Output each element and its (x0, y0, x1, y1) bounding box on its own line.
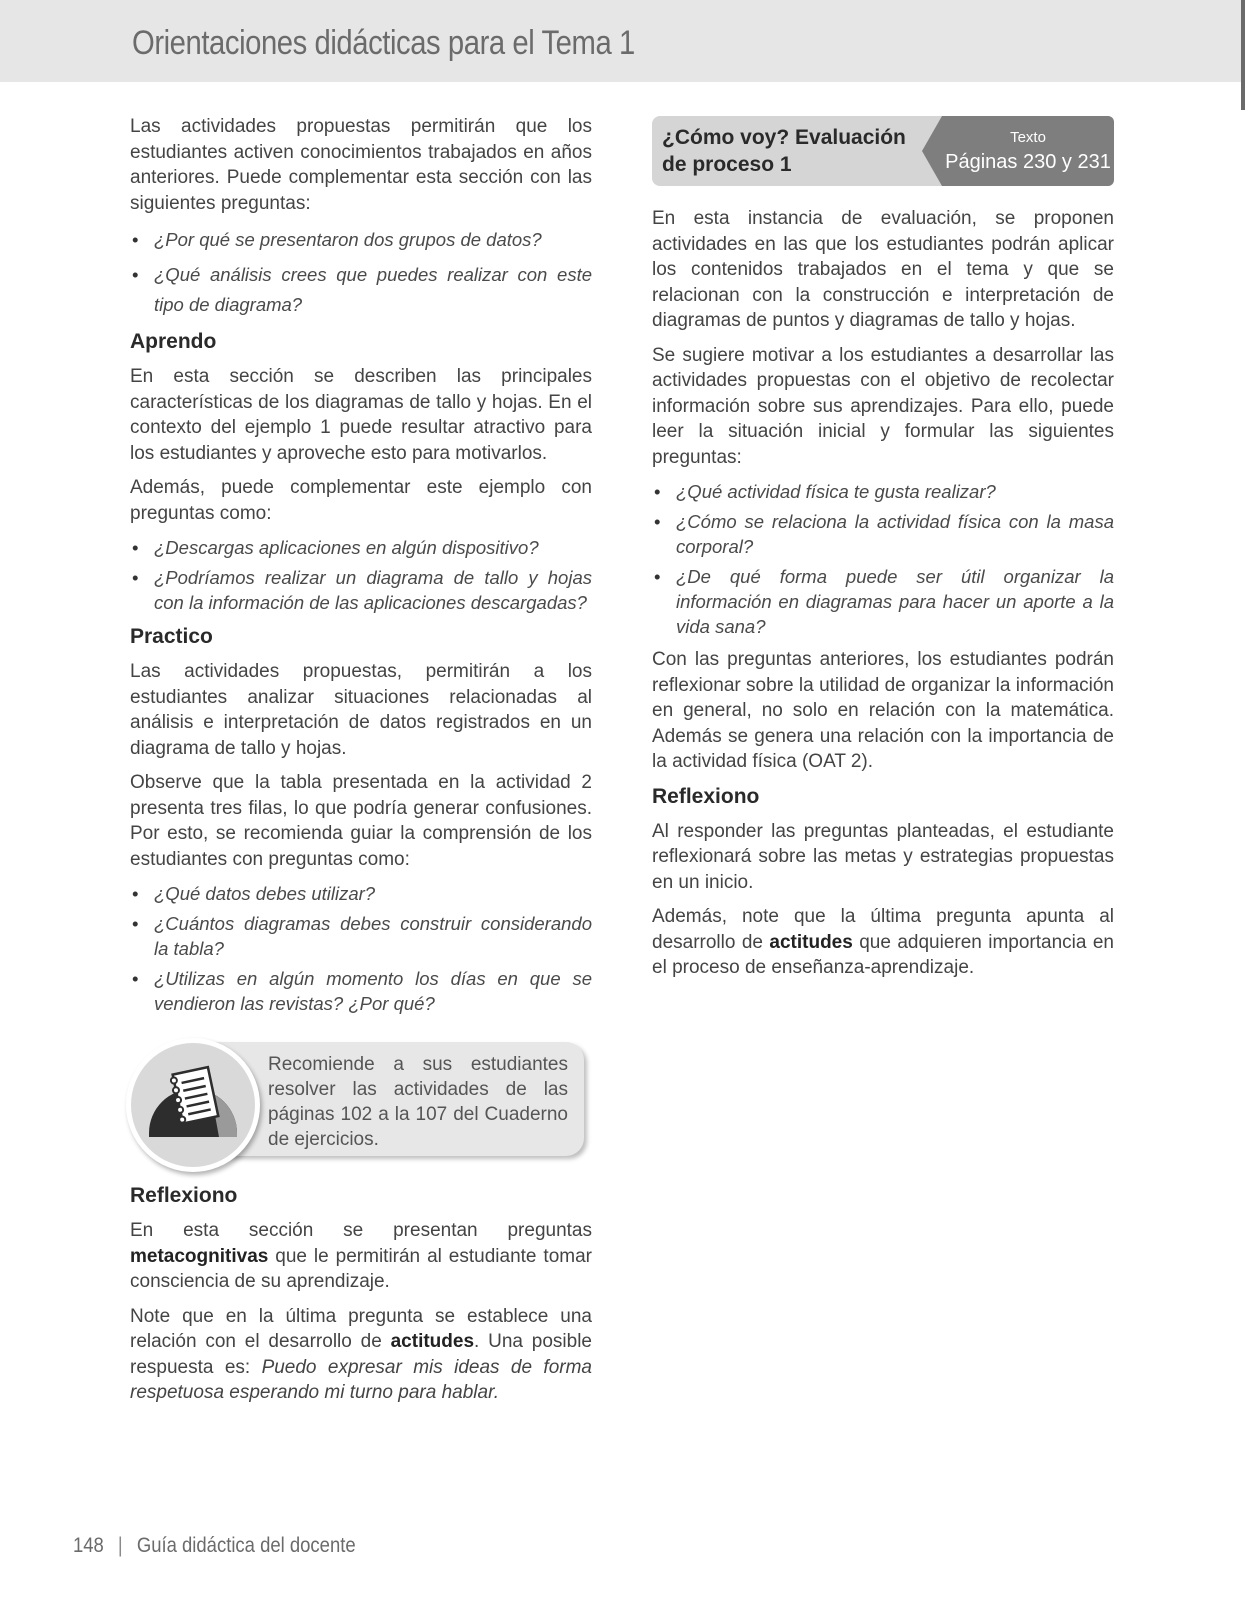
footer-separator: | (117, 1534, 123, 1557)
tip-icon-circle (126, 1038, 260, 1172)
list-item: • ¿Por qué se presentaron dos grupos de datos? (130, 225, 592, 255)
aprendo-paragraph-1: En esta sección se describen las principales características de los diagramas de tallo y hojas. En el contexto del ejemplo 1 puede resultar atractivo para los estudiantes y aproveche esto para motivarlos. (130, 366, 592, 464)
evaluation-paragraph-3: Con las preguntas anteriores, los estudiantes podrán reflexionar sobre la utilidad de organizar la información en general, no solo en relación con la matemática. Además se genera una relación con la importancia de la actividad física (OAT 2). (652, 649, 1114, 772)
list-item: • ¿Cómo se relaciona la actividad física con la masa corporal? (652, 509, 1114, 559)
right-reflexiono-heading: Reflexiono (652, 784, 760, 808)
intro-paragraph: Las actividades propuestas permitirán que los estudiantes activen conocimientos trabajados en años anteriores. Puede complementar esta sección con las siguientes preguntas: (130, 116, 592, 214)
list-item: • ¿Qué actividad física te gusta realizar? (652, 479, 1114, 504)
evaluation-question-list (652, 479, 1114, 639)
practico-question-list (130, 881, 592, 1016)
keyword-actitudes: actitudes (390, 1331, 475, 1352)
evaluation-paragraph-1: En esta instancia de evaluación, se proponen actividades en las que los estudiantes podrán aplicar los contenidos trabajados en el tema y que se relacionan con la construcción e interpretación de diagramas de puntos y diagramas de tallo y hojas. (652, 208, 1114, 331)
workbook-tip (126, 1038, 596, 1168)
text-pages-label: Texto (1010, 129, 1046, 146)
reflexiono-heading: Reflexiono (130, 1184, 238, 1207)
example-answer: Puedo expresar mis ideas de forma respetuosa esperando mi turno para hablar. (130, 1356, 593, 1403)
list-item: • ¿Utilizas en algún momento los días en que se vendieron las revistas? ¿Por qué? (130, 966, 592, 1016)
text-pages-tab (942, 116, 1114, 186)
practico-paragraph-2: Observe que la tabla presentada en la actividad 2 presenta tres filas, lo que podría generar confusiones. Por esto, se recomienda guiar la comprensión de los estudiantes con preguntas como: (130, 772, 592, 870)
reflexiono-paragraph-2: Note que en la última pregunta se establece una relación con el desarrollo de actitudes. Una posible respuesta es: Puedo expresar mis ideas de forma respetuosa esperando mi turno para hablar. (130, 1305, 593, 1403)
list-item: • ¿Qué datos debes utilizar? (130, 881, 592, 906)
page-footer (73, 1534, 356, 1558)
keyword-metacognitivas: metacognitivas (130, 1245, 269, 1267)
evaluation-paragraph-2: Se sugiere motivar a los estudiantes a desarrollar las actividades propuestas con el objetivo de recolectar información sobre sus aprendizajes. Para ello, puede leer la situación inicial y formular las siguientes preguntas: (652, 344, 1114, 468)
page-title: Orientaciones didácticas para el Tema 1 (132, 24, 635, 62)
list-item: • ¿Cuántos diagramas debes construir considerando la tabla? (130, 911, 592, 961)
notebook-icon (149, 1063, 237, 1147)
right-reflexiono-paragraph-1: Al responder las preguntas planteadas, el estudiante reflexionará sobre las metas y estrategias propuestas en un inicio. (652, 820, 1114, 893)
left-column (130, 114, 592, 1415)
practico-paragraph-1: Las actividades propuestas, permitirán a los estudiantes analizar situaciones relacionadas al análisis e interpretación de datos registrados en un diagrama de tallo y hojas. (130, 661, 592, 759)
list-item: • ¿Podríamos realizar un diagrama de tallo y hojas con la información de las aplicaciones descargadas? (130, 565, 592, 615)
list-item: • ¿Descargas aplicaciones en algún dispositivo? (130, 535, 592, 560)
reflexiono-paragraph-1: En esta sección se presentan preguntas metacognitivas que le permitirán al estudiante tomar consciencia de su aprendizaje. (130, 1220, 592, 1292)
list-item: • ¿De qué forma puede ser útil organizar la información en diagramas para hacer un aporte a la vida sana? (652, 564, 1114, 639)
aprendo-question-list (130, 535, 592, 615)
evaluation-banner (652, 116, 1114, 190)
scrollbar-thumb[interactable] (1241, 0, 1245, 110)
list-item: • ¿Qué análisis crees que puedes realizar con este tipo de diagrama? (130, 260, 592, 320)
aprendo-paragraph-2: Además, puede complementar este ejemplo con preguntas como: (130, 477, 592, 524)
right-column (652, 116, 1114, 990)
keyword-actitudes: actitudes (769, 931, 853, 953)
evaluation-title: ¿Cómo voy? Evaluación de proceso 1 (662, 126, 906, 176)
aprendo-heading: Aprendo (130, 330, 217, 353)
tip-text: Recomiende a sus estudiantes resolver las actividades de las páginas 102 a la 107 del Cuaderno de ejercicios. (268, 1054, 568, 1150)
guide-title: Guía didáctica del docente (136, 1534, 356, 1557)
page-number: 148 (73, 1534, 104, 1557)
right-reflexiono-paragraph-2: Además, note que la última pregunta apunta al desarrollo de actitudes que adquieren importancia en el proceso de enseñanza-aprendizaje. (652, 906, 1114, 978)
practico-heading: Practico (130, 625, 213, 648)
intro-question-list (130, 225, 592, 320)
text-pages-range: Páginas 230 y 231 (945, 151, 1111, 173)
